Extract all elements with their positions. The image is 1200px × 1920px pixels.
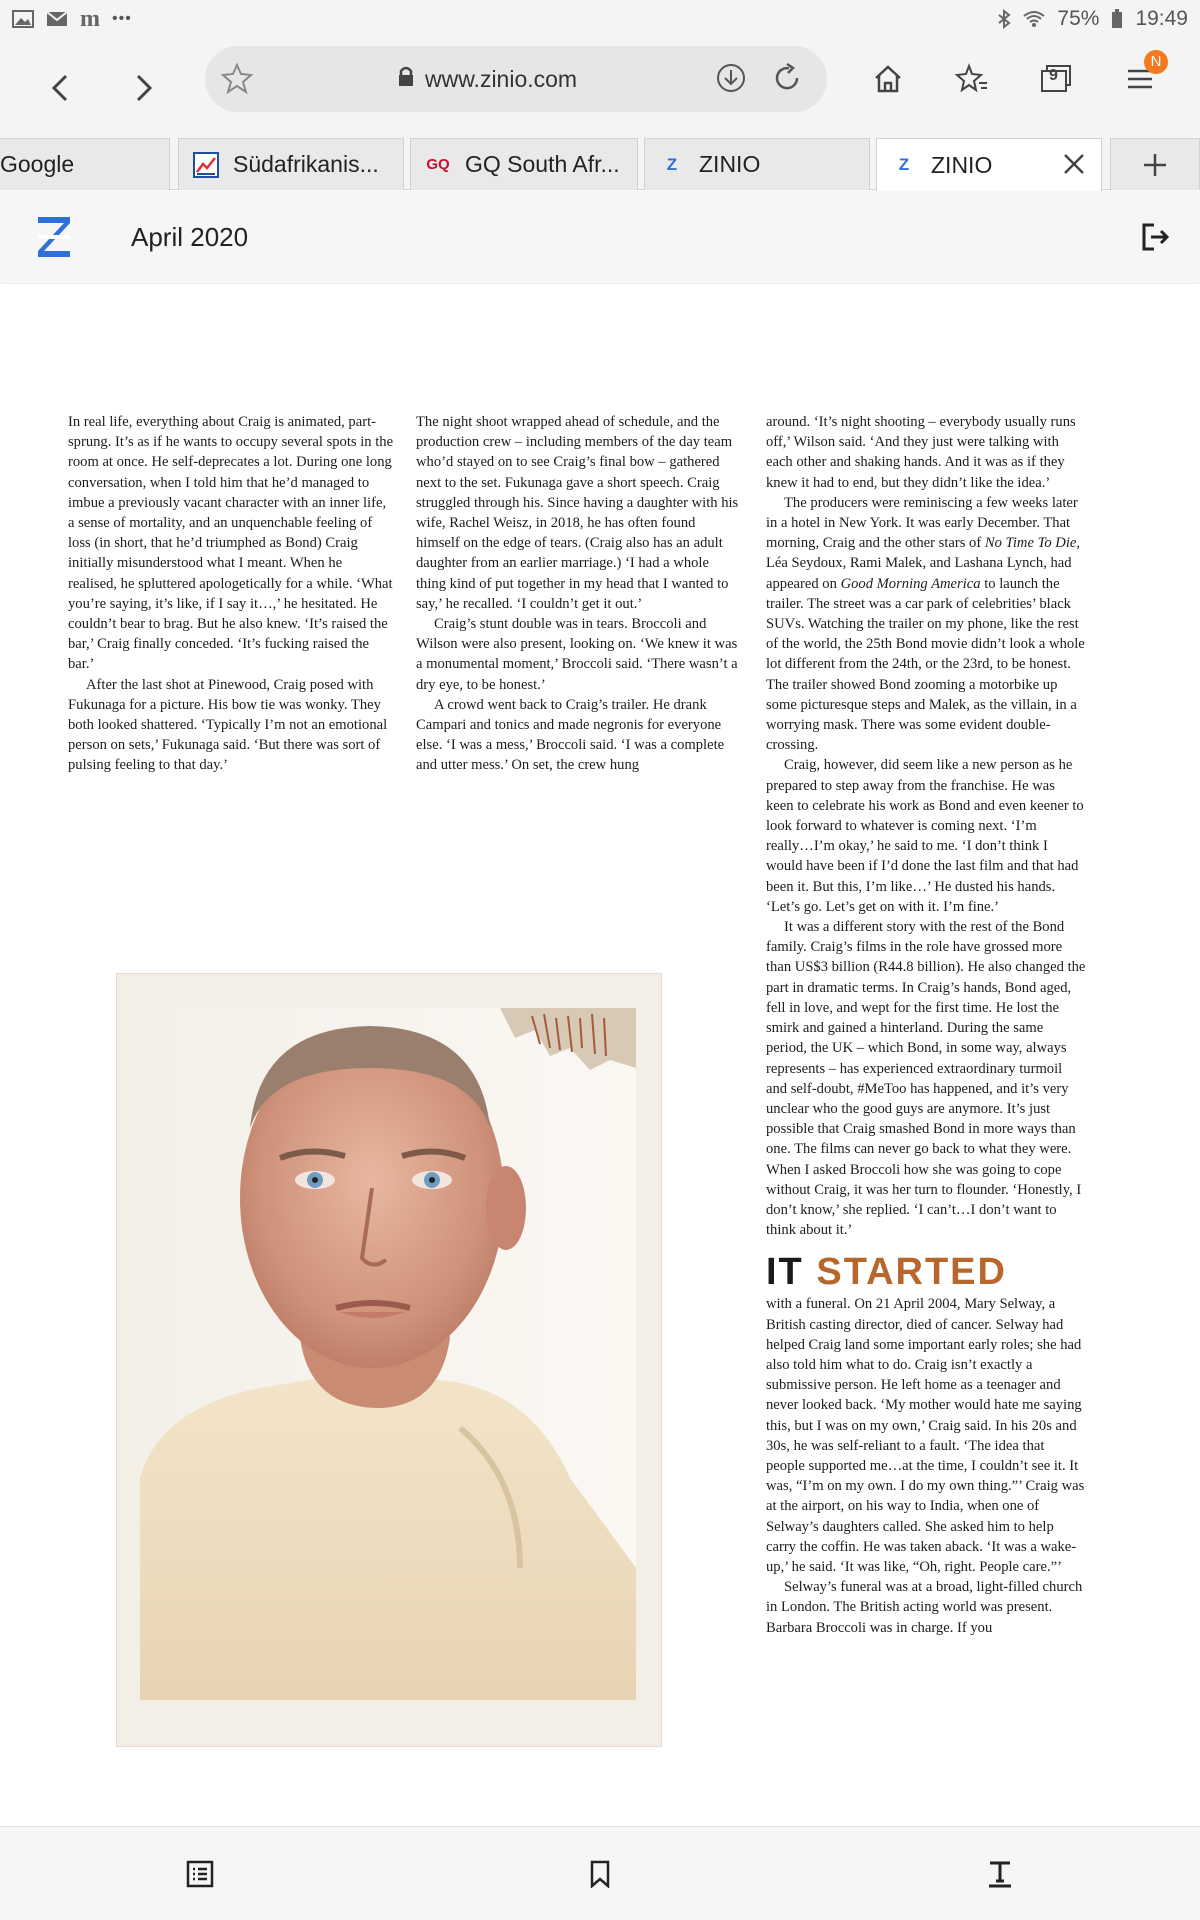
- tab-strip: [0, 138, 1200, 190]
- plus-icon: [1142, 152, 1168, 178]
- tab-zinio-1[interactable]: [644, 138, 870, 190]
- zinio-favicon-icon: Z: [898, 155, 910, 174]
- paragraph: Craig’s stunt double was in tears. Broccoli and Wilson were also present, looking on. ‘We knew it was a monumental moment,’ Broccoli said. ‘There wasn’t a dry eye, to be honest.’: [416, 616, 738, 693]
- tab-switcher-button[interactable]: [1026, 46, 1086, 112]
- tab-label: GQ South Afr...: [465, 151, 620, 177]
- paragraph: The night shoot wrapped ahead of schedule, and the production crew – including members of the day team who’d stayed on to see Craig’s final bow – gathered next to the set. Fukunaga gave a short speech. Craig struggled through his. Since having a daughter with his wife, Rachel Weisz, in 2018, he has often found himself on the edge of tears. (Craig also has an adult daughter from an earlier marriage.) ‘I had a whole thing kind of put together in my head that I wanted to say,’ he recalled. ‘I couldn’t get it out.’: [416, 414, 739, 612]
- clock: 19:49: [1135, 7, 1188, 30]
- reader-bottom-bar: [0, 1826, 1200, 1920]
- back-arrow-icon: [48, 73, 72, 103]
- status-bar: [0, 0, 1200, 38]
- bluetooth-icon: [997, 9, 1011, 29]
- portrait-photo: [140, 1008, 636, 1700]
- close-tab-icon[interactable]: [1061, 151, 1087, 183]
- paragraph: A crowd went back to Craig’s trailer. He drank Campari and tonics and made negronis for everyone else. ‘I was a mess,’ Broccoli said. ‘I was a complete and utter mess.’ On set, the crew hung: [416, 696, 725, 774]
- bookmark-button[interactable]: [580, 1854, 620, 1894]
- tab-google[interactable]: [0, 138, 170, 190]
- bookmarks-button[interactable]: [942, 46, 1002, 112]
- paragraph: It was a different story with the rest of the Bond family. Craig’s films in the role have grossed more than US$3 billion (R44.8 billion). He also changed the part in dramatic terms. In Craig’s hands, Bond aged, fell in love, and wept for the first time. He lost the smirk and gained a hinterland. During the same period, the UK – which Bond, in some way, always represents – has experienced extraordinary turmoil and self-doubt, #MeToo has happened, and it’s very unclear who the good guys are anymore. It’s just possible that Craig smashed Bond in more ways than one. The films can never go back to what they were. When I asked Broccoli how she was going to cope without Craig, it was her turn to flounder. ‘Honestly, I don’t know,’ she replied. ‘I can’t…I don’t want to think about it.’: [766, 919, 1086, 1239]
- url-text: www.zinio.com: [425, 66, 578, 92]
- forward-arrow-icon: [132, 73, 156, 103]
- reader-header: [0, 191, 1200, 283]
- article-column-1: [68, 412, 394, 776]
- bookmark-star-icon[interactable]: [221, 62, 253, 99]
- home-button[interactable]: [858, 46, 918, 112]
- tab-sudafrikanis[interactable]: [178, 138, 404, 190]
- magazine-page[interactable]: [0, 284, 1200, 1826]
- mail-icon: [46, 10, 68, 28]
- browser-toolbar: [0, 38, 1200, 138]
- paragraph: with a funeral. On 21 April 2004, Mary Selway, a British casting director, died of cancer. Selway had helped Craig land some important early roles; she had also told him what to do. Craig isn’t exactly a submissive person. He left home as a teenager and never looked back. ‘My mother would hate me saying this, but I was on my own,’ Craig said. In his 20s and 30s, he was self-reliant to a fault. ‘The idea that people supported me…at the time, I couldn’t see it. It was, “I’m on my own. I do my own thing.”’ Craig was at the airport, on his way to India, when one of Selway’s daughters called. She asked him to help carry the coffin. He was taken aback. ‘It was a wake-up,’ he said. ‘It was like, “Oh, right. People care.”’: [766, 1296, 1085, 1575]
- issue-title: April 2020: [131, 222, 249, 252]
- paragraph: Selway’s funeral was at a broad, light-filled church in London. The British acting world was present. Barbara Broccoli was in charge. If you: [766, 1579, 1083, 1636]
- reload-icon[interactable]: [771, 62, 803, 99]
- paragraph: around. ‘It’s night shooting – everybody usually runs off,’ Wilson said. ‘And they just were talking with each other and shaking hands. And it was as if they knew it had to end, but they didn’t like the idea.’: [766, 414, 1076, 491]
- bookmark-icon: [589, 1860, 611, 1888]
- tab-label: ZINIO: [699, 151, 761, 177]
- section-heading: IT STARTED: [766, 1251, 1007, 1294]
- home-icon: [873, 64, 903, 94]
- exit-reader-button[interactable]: [1140, 221, 1172, 253]
- paragraph: In real life, everything about Craig is animated, part-sprung. It’s as if he wants to occupy several spots in the room at once. He self-deprecates a lot. During one long conversation, when I told him that he’d managed to imbue a previously vacant character with an inner life, a sense of mortality, and an unquenchable feeling of loss (in short, that he’d triumphed as Bond) Craig initially misunderstood what I meant. When he realised, he spluttered apologetically for a while. ‘What you’re saying, it’s like, if I say it…,’ he hesitated. He couldn’t bear to brag. But he also knew. ‘It’s raised the bar,’ Craig finally conceded. ‘It’s fucking raised the bar.’: [68, 414, 394, 673]
- article-column-2: [416, 412, 742, 776]
- chart-favicon-icon: [193, 152, 219, 178]
- gq-favicon-icon: GQ: [426, 156, 450, 173]
- tab-label: Südafrikanis...: [233, 151, 379, 177]
- battery-icon: [1111, 9, 1123, 29]
- back-button[interactable]: [30, 58, 90, 118]
- text-view-button[interactable]: [980, 1854, 1020, 1894]
- tab-gq-south-africa[interactable]: [410, 138, 638, 190]
- lock-icon: [397, 46, 415, 112]
- zinio-logo[interactable]: [34, 211, 74, 261]
- bookmarks-star-list-icon: [955, 63, 989, 95]
- tab-zinio-active[interactable]: [876, 138, 1102, 191]
- notification-badge: N: [1144, 50, 1168, 74]
- tab-label: Google: [0, 151, 75, 177]
- gallery-icon: [12, 10, 34, 28]
- tab-count: 9: [1049, 67, 1058, 84]
- new-tab-button[interactable]: [1110, 138, 1200, 190]
- paragraph: After the last shot at Pinewood, Craig posed with Fukunaga for a picture. His bow tie was wonky. They both looked shattered. ‘Typically I’m not an emotional person on sets,’ Fukunaga said. ‘But there was sort of pulsing feeling to that day.’: [68, 676, 388, 774]
- tab-label: ZINIO: [931, 151, 993, 178]
- text-mode-icon: [986, 1859, 1014, 1889]
- address-bar[interactable]: [205, 46, 827, 112]
- battery-percent: 75%: [1057, 7, 1100, 30]
- menu-button[interactable]: [1110, 46, 1170, 112]
- news-app-icon: m: [80, 5, 100, 32]
- download-icon[interactable]: [715, 62, 747, 99]
- polaroid-frame: [116, 973, 662, 1747]
- exit-icon: [1140, 221, 1172, 253]
- paragraph: The producers were reminiscing a few weeks later in a hotel in New York. It was early December. That morning, Craig and the other stars of No Time To Die, Léa Seydoux, Rami Malek, and Lashana Lynch, had appeared on Good Morning America to launch the trailer. The street was a car park of celebrities’ black SUVs. Watching the trailer on my phone, like the rest of the world, the 25th Bond movie didn’t look a whole lot different from the 24th, or the 23rd, to be honest. The trailer showed Bond zooming a motorbike up some picturesque steps and Malek, as the villain, in a worrying mask. There was some evident double-crossing.: [766, 494, 1085, 754]
- article-column-3: [766, 412, 1086, 1638]
- list-icon: [186, 1860, 214, 1888]
- forward-button[interactable]: [114, 58, 174, 118]
- zinio-favicon-icon: Z: [666, 154, 678, 174]
- more-notifications-icon: •••: [112, 10, 132, 27]
- paragraph: Craig, however, did seem like a new person as he prepared to step away from the franchise. He was keen to celebrate his work as Bond and even keener to look forward to whatever is coming next. ‘I’m really…I’m okay,’ he said to me. ‘I don’t think I would have been if I’d done the last film and that had been it. But this, I’m like…’ He dusted his hands. ‘Let’s go. Let’s get on with it. I’m fine.’: [766, 757, 1084, 915]
- table-of-contents-button[interactable]: [180, 1854, 220, 1894]
- wifi-icon: [1023, 10, 1045, 28]
